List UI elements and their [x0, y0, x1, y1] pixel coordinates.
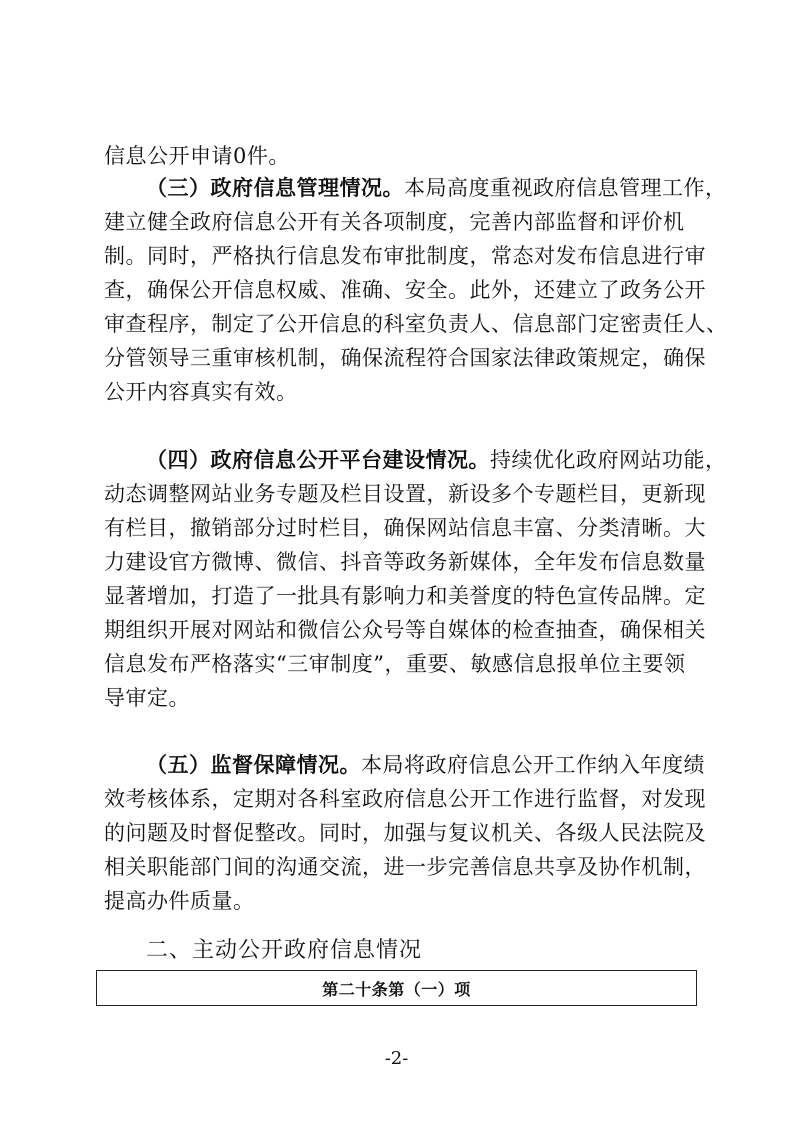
section-4-heading: （四）政府信息公开平台建设情况。	[146, 448, 490, 472]
page-number: -2-	[384, 1048, 409, 1069]
section-4-line: 有栏目，撤销部分过时栏目，确保网站信息丰富、分类清晰。大	[104, 516, 706, 540]
section-5-heading: （五）监督保障情况。	[146, 753, 361, 777]
table-header-cell: 第二十条第（一）项	[322, 980, 471, 999]
section-4-line: 显著增加，打造了一批具有影响力和美誉度的特色宣传品牌。定	[104, 584, 706, 608]
chapter-2-heading: 二、主动公开政府信息情况	[146, 938, 423, 963]
section-3-line: 查，确保公开信息权威、准确、安全。此外，还建立了政务公开	[104, 278, 706, 302]
section-3-line: 制。同时，严格执行信息发布审批制度，常态对发布信息进行审	[104, 244, 706, 268]
section-3-first-line	[146, 172, 727, 204]
section-4-line: 力建设官方微博、微信、抖音等政务新媒体，全年发布信息数量	[104, 550, 706, 574]
section-3-line: 分管领导三重审核机制，确保流程符合国家法律政策规定，确保	[104, 346, 706, 370]
section-4-first-line	[146, 444, 727, 476]
section-3-line: 建立健全政府信息公开有关各项制度，完善内部监督和评价机	[104, 210, 685, 234]
section-5-line: 提高办件质量。	[104, 889, 255, 913]
section-3-heading: （三）政府信息管理情况。	[146, 176, 404, 200]
section-3-text: 本局高度重视政府信息管理工作，	[404, 176, 727, 200]
section-5-text: 本局将政府信息公开工作纳入年度绩	[361, 753, 705, 777]
section-3-line: 审查程序，制定了公开信息的科室负责人、信息部门定密责任人、	[104, 312, 728, 336]
section-5-line: 效考核体系，定期对各科室政府信息公开工作进行监督，对发现	[104, 787, 706, 811]
section-4-line: 信息发布严格落实“三审制度”，重要、敏感信息报单位主要领	[104, 652, 686, 676]
paragraph-text: 信息公开申请0件。	[104, 144, 290, 168]
section-5-line: 相关职能部门间的沟通交流，进一步完善信息共享及协作机制，	[104, 855, 706, 879]
section-4-line: 导审定。	[104, 686, 190, 710]
section-3-line	[104, 410, 694, 442]
section-3-line: 公开内容真实有效。	[104, 380, 298, 404]
section-4-text: 持续优化政府网站功能，	[490, 448, 727, 472]
section-5-line: 的问题及时督促整改。同时，加强与复议机关、各级人民法院及	[104, 821, 706, 845]
section-5-first-line	[146, 749, 705, 781]
section-4-line: 动态调整网站业务专题及栏目设置，新设多个专题栏目，更新现	[104, 482, 706, 506]
table-header-row	[96, 970, 697, 1006]
section-4-line: 期组织开展对网站和微信公众号等自媒体的检查抽查，确保相关	[104, 618, 706, 642]
